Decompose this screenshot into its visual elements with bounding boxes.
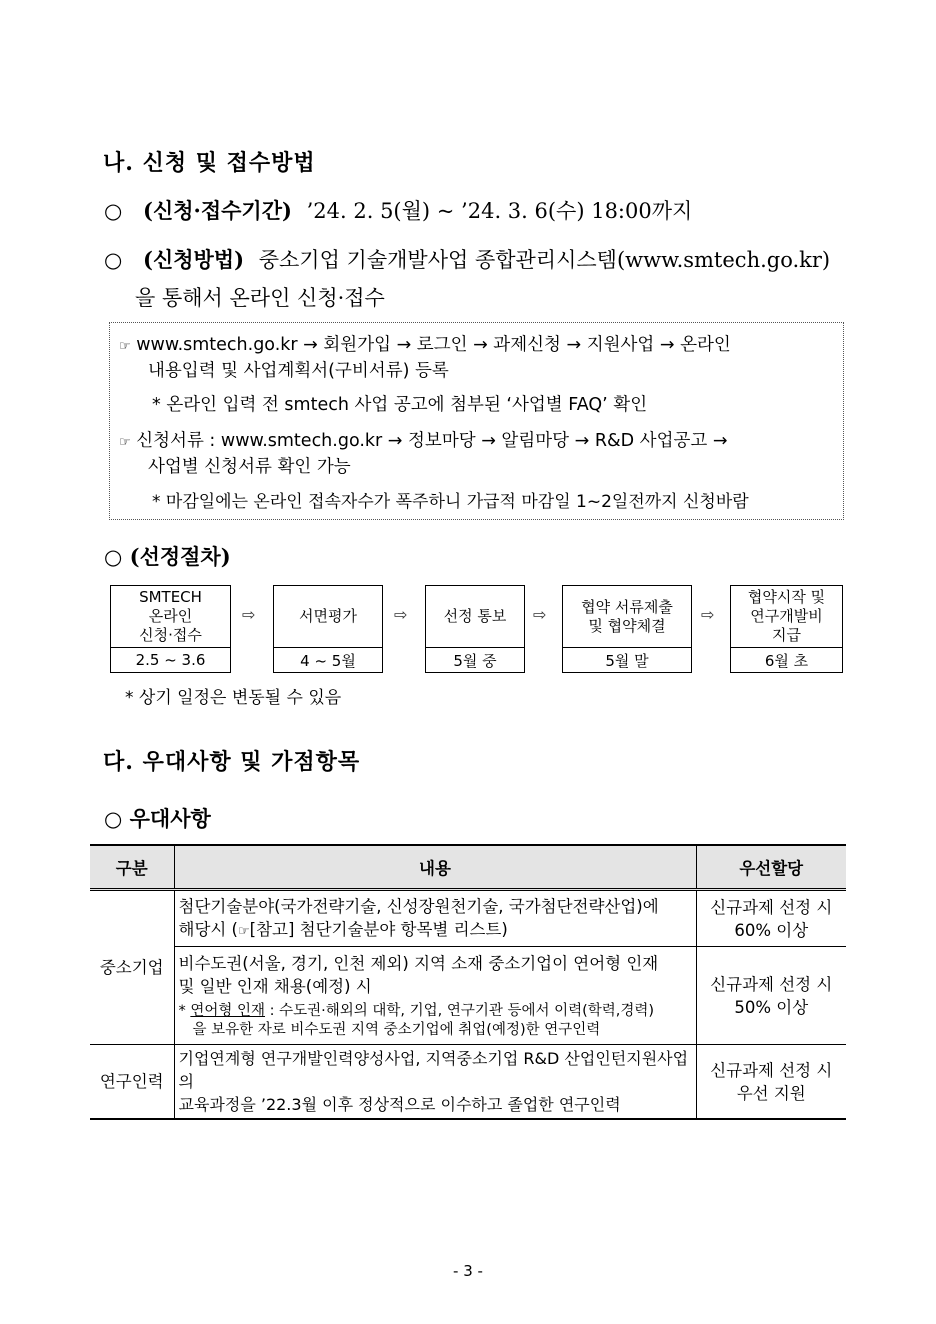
allocation-line: 신규과제 선정 시 [710,974,833,994]
info-line-1-text: www.smtech.go.kr → 회원가입 → 로그인 → 과제신청 → 지원사업 → 온라인 [136,335,731,355]
method-text-cont: 을 통해서 온라인 신청·접수 [135,286,385,310]
section-da-title: 다. 우대사항 및 가점항목 [103,749,361,775]
pointing-hand-icon: ☞ [238,923,250,939]
category-sme: 중소기업 [90,890,174,1045]
schedule-note: * 상기 일정은 변동될 수 있음 [125,688,342,708]
pointing-hand-icon: ☞ [119,435,131,450]
bullet-period [104,195,692,225]
selection-title: ○ (선정절차) [104,544,231,569]
bullet-method [104,244,830,274]
step-date-1: 2.5 ~ 3.6 [110,647,231,673]
info-line-1 [119,331,731,356]
note-term: 연어형 인재 [190,1002,266,1019]
info-line-2 [119,427,728,452]
header-content: 내용 [174,845,696,890]
content-line: 교육과정을 ’22.3월 이후 정상적으로 이수하고 졸업한 연구인력 [178,1095,621,1114]
table-row [90,890,846,947]
pointing-hand-icon: ☞ [119,339,131,354]
allocation-value: 50% 이상 [734,997,809,1017]
bullet-mark: ○ [104,199,123,223]
content-note [179,1002,692,1040]
step-date-5: 6월 초 [730,647,843,673]
header-category: 구분 [90,845,174,890]
content-text: 해당시 ( [178,919,238,939]
content-line [179,918,692,943]
section-na-title: 나. 신청 및 접수방법 [103,150,316,176]
allocation-cell [696,890,846,947]
content-line: 기업연계형 연구개발인력양성사업, 지역중소기업 R&D 산업인턴지원사업의 [178,1049,689,1091]
content-line: 비수도권(서울, 경기, 인천 제외) 지역 소재 중소기업이 연어형 인재 [178,953,659,973]
step-date-4: 5월 말 [562,647,692,673]
arrow-icon: ⇨ [394,605,408,624]
page-number: - 3 - [453,1262,483,1280]
allocation-cell [696,1045,846,1120]
step-date-3: 5월 중 [425,647,525,673]
allocation-line: 신규과제 선정 시 [710,897,833,917]
reference-link-text: [참고] 첨단기술분야 항목별 리스트) [249,919,508,939]
content-cell [174,947,696,1045]
table-row [90,947,846,1045]
content-cell [174,1045,696,1120]
step-box-4: 협약 서류제출 및 협약체결 [562,585,692,648]
step-box-3: 선정 통보 [425,585,525,648]
note-text: : 수도권·해외의 대학, 기업, 연구기관 등에서 이력(학력,경력) [265,1002,655,1019]
note-text: 을 보유한 자로 비수도권 지역 중소기업에 취업(예정)한 연구인력 [192,1021,601,1038]
preference-table [90,844,846,1120]
info-line-2-text: 신청서류 : www.smtech.go.kr → 정보마당 → 알림마당 → R&D 사업공고 → [136,431,728,451]
period-text: ’24. 2. 5(월) ~ ’24. 3. 6(수) 18:00까지 [306,199,693,223]
info-line-1b: 내용입력 및 사업계획서(구비서류) 등록 [148,361,449,381]
step-date-2: 4 ~ 5월 [273,647,383,673]
arrow-icon: ⇨ [533,605,547,624]
preference-subtitle: ○ 우대사항 [104,806,211,831]
period-label: (신청·접수기간) [143,198,292,223]
bullet-mark: ○ [104,248,123,272]
note-star: * [178,1002,191,1019]
allocation-line: 신규과제 선정 시 [710,1060,833,1080]
info-note-2: * 마감일에는 온라인 접속자수가 폭주하니 가급적 마감일 1~2일전까지 신청바람 [152,492,749,512]
info-box [109,322,844,520]
step-box-5: 협약시작 및 연구개발비 지급 [730,585,843,648]
step-box-1: SMTECH 온라인 신청·접수 [110,585,231,648]
content-cell [174,890,696,947]
method-text: 중소기업 기술개발사업 종합관리시스템(www.smtech.go.kr) [258,248,831,272]
table-header-row [90,845,846,890]
content-line: 및 일반 인재 채용(예정) 시 [178,976,372,996]
category-researcher: 연구인력 [90,1045,174,1120]
header-allocation: 우선할당 [696,845,846,890]
arrow-icon: ⇨ [242,605,256,624]
content-line: 첨단기술분야(국가전략기술, 신성장원천기술, 국가첨단전략산업)에 [178,896,659,916]
allocation-value: 우선 지원 [736,1083,806,1103]
table-row [90,1045,846,1120]
info-note-1: * 온라인 입력 전 smtech 사업 공고에 첨부된 ‘사업별 FAQ’ 확인 [152,395,648,415]
step-box-2: 서면평가 [273,585,383,648]
arrow-icon: ⇨ [701,605,715,624]
allocation-cell [696,947,846,1045]
allocation-value: 60% 이상 [734,920,809,940]
method-label: (신청방법) [143,247,245,272]
info-line-2b: 사업별 신청서류 확인 가능 [148,457,351,477]
